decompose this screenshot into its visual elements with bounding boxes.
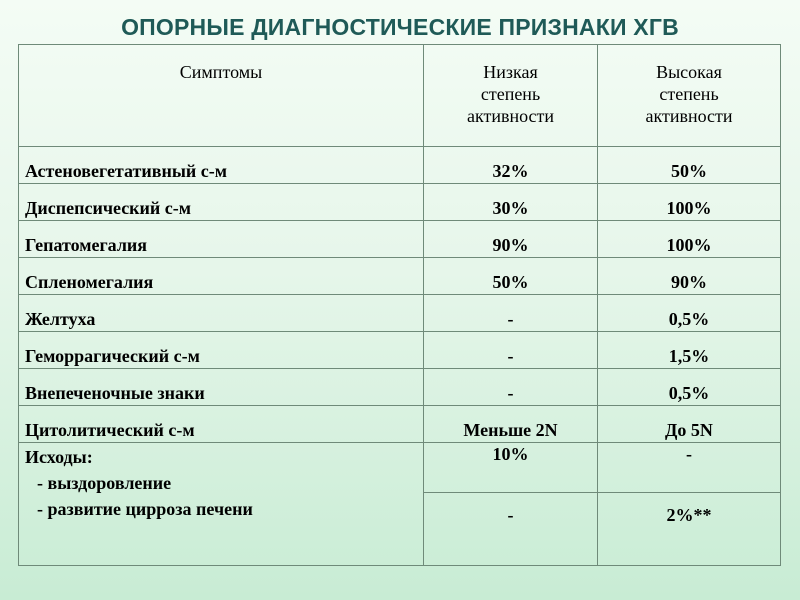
symptom-name: Внепеченочные знаки (19, 369, 424, 406)
symptom-name: Астеновегетативный с-м (19, 147, 424, 184)
high-activity-value: 90% (598, 258, 781, 295)
table-row (19, 406, 781, 443)
low-activity-value: - (424, 332, 598, 369)
high-activity-value: 50% (598, 147, 781, 184)
outcomes-row (19, 443, 781, 493)
header-low-activity (424, 45, 598, 147)
header-low-line: активности (466, 106, 555, 126)
outcomes-cell (19, 443, 424, 566)
symptom-name: Цитолитический с-м (19, 406, 424, 443)
low-activity-value: - (424, 295, 598, 332)
low-activity-value: - (424, 493, 598, 566)
low-activity-value: 90% (424, 221, 598, 258)
header-high-line: Высокая (656, 62, 722, 82)
high-activity-value: 0,5% (598, 369, 781, 406)
outcome-item: - развитие цирроза печени (37, 499, 253, 519)
symptom-name: Желтуха (19, 295, 424, 332)
outcome-item: - выздоровление (37, 473, 172, 493)
table-header-row (19, 45, 781, 147)
table-row (19, 369, 781, 406)
table-row (19, 332, 781, 369)
low-activity-value: 30% (424, 184, 598, 221)
high-activity-value: 0,5% (598, 295, 781, 332)
table-row (19, 295, 781, 332)
table-row (19, 221, 781, 258)
page-title: ОПОРНЫЕ ДИАГНОСТИЧЕСКИЕ ПРИЗНАКИ ХГВ (121, 14, 679, 40)
table-row (19, 147, 781, 184)
high-activity-value: 2%** (598, 493, 781, 566)
table-row (19, 184, 781, 221)
low-activity-value: 32% (424, 147, 598, 184)
header-low-line: Низкая (483, 62, 538, 82)
symptom-name: Спленомегалия (19, 258, 424, 295)
low-activity-value: 10% (424, 443, 598, 493)
low-activity-value: Меньше 2N (424, 406, 598, 443)
high-activity-value: - (598, 443, 781, 493)
symptom-name: Гепатомегалия (19, 221, 424, 258)
header-symptoms: Симптомы (19, 45, 424, 147)
high-activity-value: 100% (598, 184, 781, 221)
low-activity-value: 50% (424, 258, 598, 295)
header-high-activity (598, 45, 781, 147)
outcomes-label: Исходы: (25, 447, 93, 467)
header-high-line: степень (659, 84, 719, 104)
diagnostic-features-table (18, 44, 781, 566)
symptom-name: Геморрагический с-м (19, 332, 424, 369)
table-row (19, 258, 781, 295)
symptom-name: Диспепсический с-м (19, 184, 424, 221)
high-activity-value: До 5N (598, 406, 781, 443)
high-activity-value: 100% (598, 221, 781, 258)
low-activity-value: - (424, 369, 598, 406)
header-low-line: степень (480, 84, 541, 104)
high-activity-value: 1,5% (598, 332, 781, 369)
header-high-line: активности (645, 106, 733, 126)
